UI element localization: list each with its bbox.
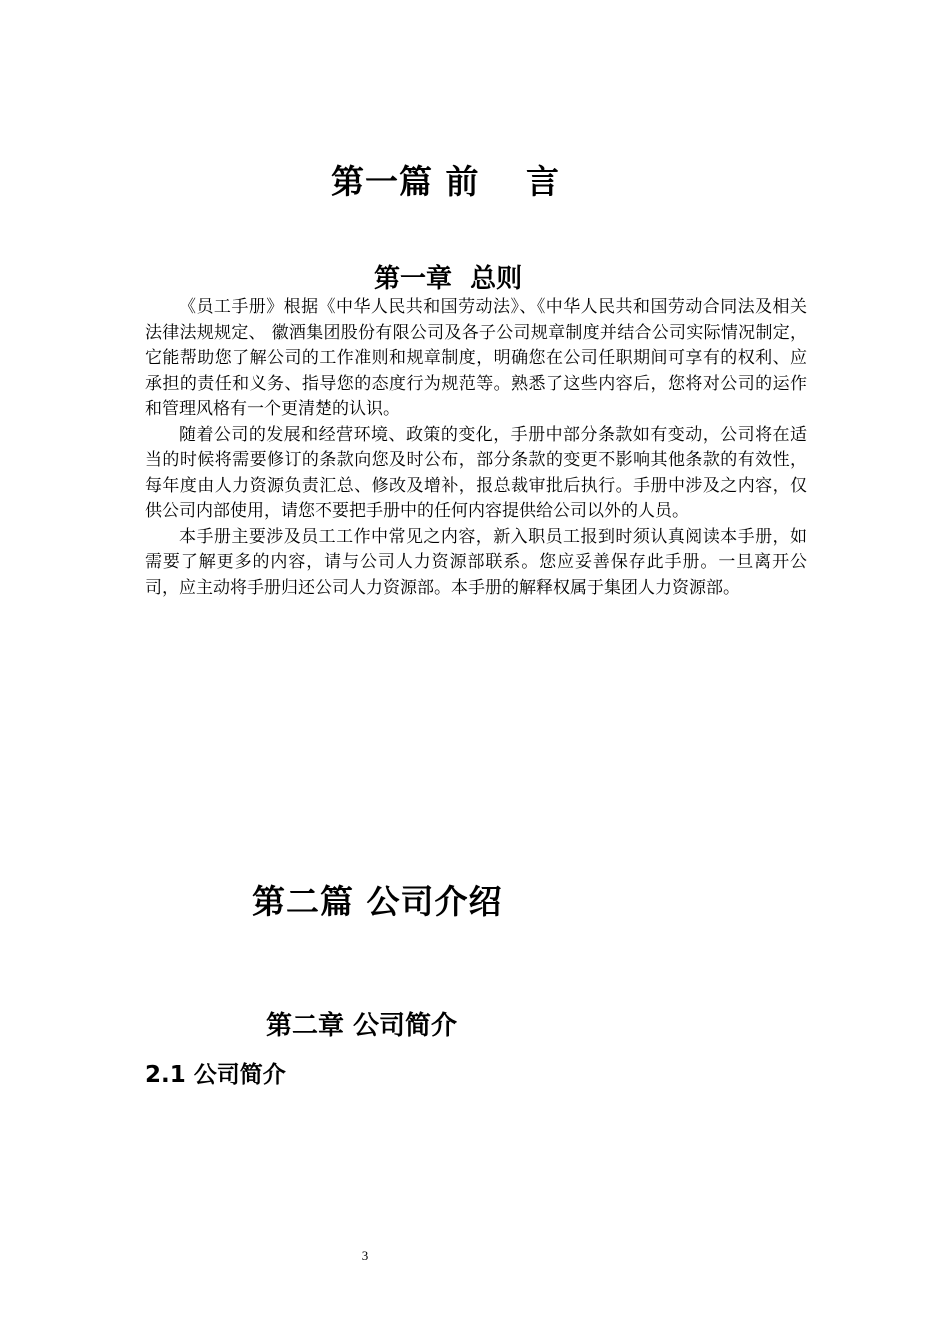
chapter-one-body <box>145 295 807 601</box>
part-two-title: 第二篇 公司介绍 <box>252 882 503 921</box>
body-paragraph: 本手册主要涉及员工工作中常见之内容，新入职员工报到时须认真阅读本手册，如需要了解更多的内容，请与公司人力资源部联系。您应妥善保存此手册。一旦离开公司，应主动将手册归还公司人力资源部。本手册的解释权属于集团人力资源部。 <box>145 526 807 598</box>
chapter-one-title: 第一章 总则 <box>374 264 523 294</box>
page-number: 3 <box>361 1248 369 1263</box>
body-paragraph: 随着公司的发展和经营环境、政策的变化，手册中部分条款如有变动，公司将在适当的时候将需要修订的条款向您及时公布，部分条款的变更不影响其他条款的有效性，每年度由人力资源负责汇总、修改及增补，报总裁审批后执行。手册中涉及之内容，仅供公司内部使用，请您不要把手册中的任何内容提供给公司以外的人员。 <box>145 424 807 521</box>
chapter-two-title: 第二章 公司简介 <box>266 1011 458 1041</box>
body-paragraph: 《员工手册》根据《中华人民共和国劳动法》、《中华人民共和国劳动合同法及相关法律法规规定、 徽酒集团股份有限公司及各子公司规章制度并结合公司实际情况制定，它能帮助您了解公司的工作准则和规章制度，明确您在公司任职期间可享有的权利、应承担的责任和义务、指导您的态度行为规范等。熟悉了这些内容后，您将对公司的运作和管理风格有一个更清楚的认识。 <box>145 297 807 419</box>
section-title: 2.1 公司简介 <box>145 1062 286 1088</box>
part-one-title: 第一篇 前 言 <box>331 162 560 201</box>
